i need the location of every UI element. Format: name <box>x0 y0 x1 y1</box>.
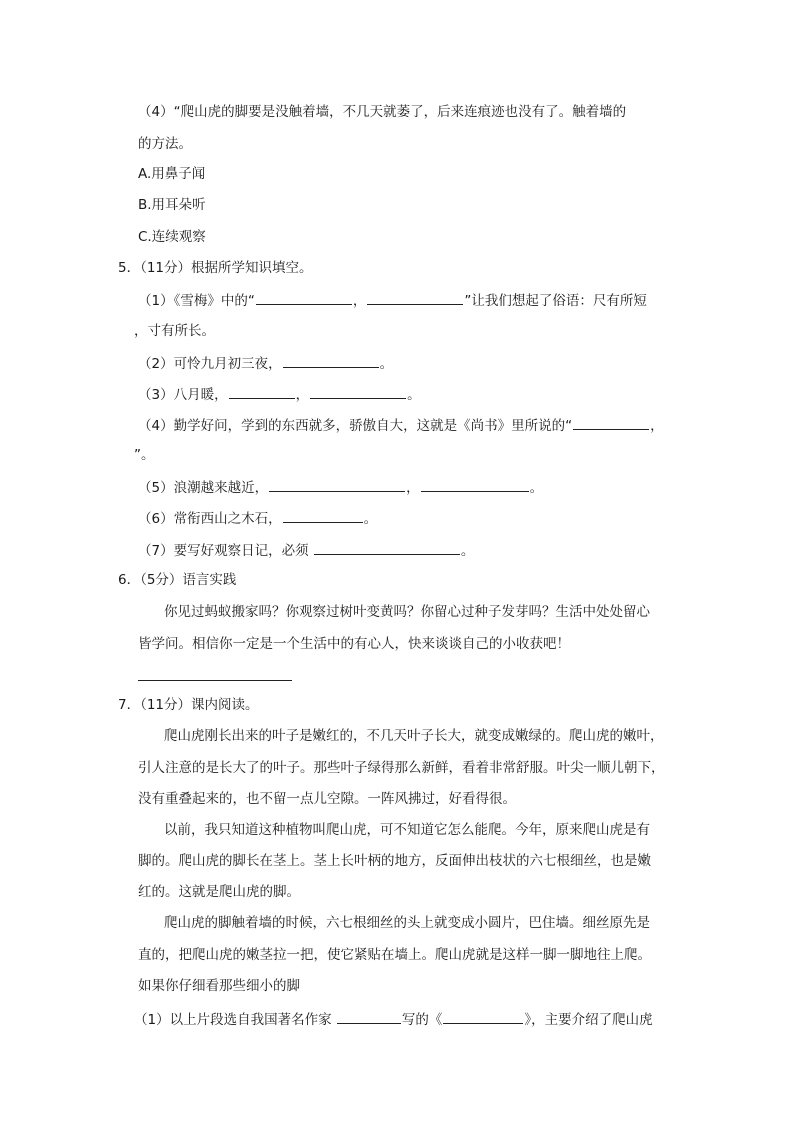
q7-para1-line3: 没有重叠起来的，也不留一点儿空隙。一阵风拂过，好看得很。 <box>138 791 516 807</box>
q5-item-7-suffix: 。 <box>460 543 475 559</box>
q7-para2-line2: 脚的。爬山虎的脚长在茎上。茎上长叶柄的地方，反面伸出枝状的六七根细丝，也是嫩 <box>138 853 651 869</box>
q7-para3-line2: 直的，把爬山虎的嫩茎拉一把，使它紧贴在墙上。爬山虎就是这样一脚一脚地往上爬。 <box>138 947 651 963</box>
q7-sub1 <box>134 1009 653 1029</box>
q5-item-5-suffix: 。 <box>529 480 544 496</box>
q5-item-3-suffix: 。 <box>407 387 421 403</box>
q5-item-1-comma: ， <box>352 293 367 309</box>
answer-blank[interactable] <box>283 353 379 368</box>
q6-paragraph-line2: 皆学问。相信你一定是一个生活中的有心人，快来谈谈自己的小收获吧！ <box>138 636 570 652</box>
q5-item-4-comma: ， <box>650 418 664 434</box>
answer-blank[interactable] <box>256 290 352 305</box>
answer-blank[interactable] <box>310 384 406 399</box>
q5-item-4 <box>138 415 664 435</box>
answer-blank[interactable] <box>443 1009 523 1024</box>
q5-item-3 <box>138 384 421 404</box>
q5-item-3-comma: ， <box>295 387 310 403</box>
q5-item-6-prefix: （6）常衔西山之木石， <box>138 511 282 527</box>
q5-item-1-suffix: ”让我们想起了俗语：尺有所短 <box>464 293 647 309</box>
q5-item-2-prefix: （2）可怜九月初三夜， <box>138 356 282 372</box>
q5-item-1-prefix: （1）《雪梅》中的“ <box>138 293 255 309</box>
q4-line2: 的方法。 <box>138 136 192 152</box>
q7-para2-line3: 红的。这就是爬山虎的脚。 <box>138 884 300 900</box>
answer-blank[interactable] <box>283 508 363 523</box>
q7-sub1-prefix: （1）以上片段选自我国著名作家 <box>134 1012 336 1028</box>
q5-item-1-line2: ，寸有所长。 <box>134 323 215 339</box>
q5-item-4-line2: ”。 <box>134 447 155 463</box>
q4-line1: （4）“爬山虎的脚要是没触着墙，不几天就萎了，后来连痕迹也没有了。触着墙的 <box>138 104 627 120</box>
q6-paragraph-line1: 你见过蚂蚁搬家吗？你观察过树叶变黄吗？你留心过种子发芽吗？生活中处处留心 <box>164 604 650 620</box>
q5-item-6-suffix: 。 <box>363 511 378 527</box>
answer-blank[interactable] <box>229 384 295 399</box>
q5-item-5-prefix: （5）浪潮越来越近， <box>138 480 269 496</box>
q6-heading: 6．（5分）语言实践 <box>118 572 237 588</box>
q5-item-7-prefix: （7）要写好观察日记，必须 <box>138 543 313 559</box>
answer-blank[interactable] <box>337 1009 401 1024</box>
q7-para2-line1: 以前，我只知道这种植物叫爬山虎，可不知道它怎么能爬。今年，原来爬山虎是有 <box>164 822 650 838</box>
q5-heading: 5．（11分）根据所学知识填空。 <box>118 260 313 276</box>
q7-sub1-middle: 写的《 <box>401 1012 443 1028</box>
q5-item-2 <box>138 353 393 373</box>
q7-para3-line3: 如果你仔细看那些细小的脚 <box>138 978 300 994</box>
answer-blank[interactable] <box>367 290 463 305</box>
q7-sub1-suffix: 》，主要介绍了爬山虎 <box>524 1012 653 1028</box>
q5-item-5 <box>138 477 543 497</box>
answer-blank[interactable] <box>421 477 529 492</box>
q5-item-3-prefix: （3）八月暖， <box>138 387 228 403</box>
q7-heading: 7．（11分）课内阅读。 <box>118 697 259 713</box>
q5-item-5-comma: ， <box>406 480 420 496</box>
q5-item-1 <box>138 290 647 310</box>
q7-para1-line1: 爬山虎刚长出来的叶子是嫩红的，不几天叶子长大，就变成嫩绿的。爬山虎的嫩叶， <box>164 728 664 744</box>
answer-blank[interactable] <box>269 477 405 492</box>
q5-item-7 <box>138 540 474 560</box>
q7-para1-line2: 引人注意的是长大了的叶子。那些叶子绿得那么新鲜，看着非常舒服。叶尖一顺儿朝下， <box>138 760 665 776</box>
q5-item-6 <box>138 508 377 528</box>
q4-option-b: B.用耳朵听 <box>138 197 206 213</box>
q6-answer-line[interactable] <box>138 680 292 681</box>
q5-item-4-prefix: （4）勤学好问，学到的东西就多，骄傲自大，这就是《尚书》里所说的“ <box>138 418 573 434</box>
answer-blank[interactable] <box>314 540 460 555</box>
q4-option-c: C.连续观察 <box>138 229 206 245</box>
q7-para3-line1: 爬山虎的脚触着墙的时候，六七根细丝的头上就变成小圆片，巴住墙。细丝原先是 <box>164 915 650 931</box>
answer-blank[interactable] <box>573 415 649 430</box>
q5-item-2-suffix: 。 <box>379 356 394 372</box>
q4-option-a: A.用鼻子闻 <box>138 166 206 182</box>
